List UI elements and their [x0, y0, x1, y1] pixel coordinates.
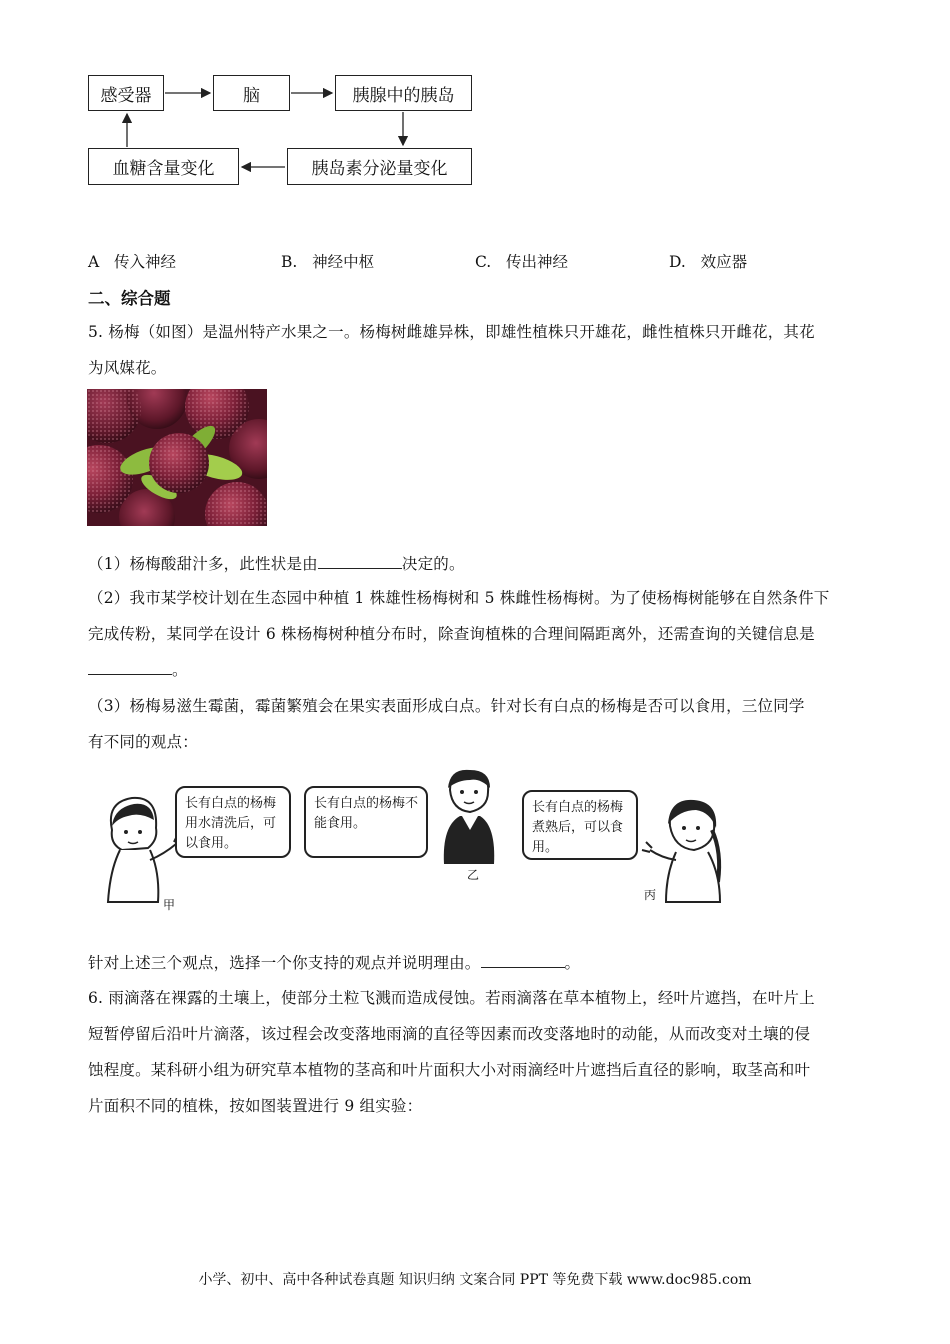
glucose-change-box: 血糖含量变化	[88, 148, 239, 185]
q5-conclusion-blank[interactable]	[481, 953, 565, 968]
islet-box: 胰腺中的胰岛	[335, 75, 472, 111]
bayberry-photo	[87, 389, 267, 526]
q5-sub3-line2: 有不同的观点：	[88, 733, 198, 751]
option-a-letter: A	[88, 253, 100, 271]
page-footer: 小学、初中、高中各种试卷真题 知识归纳 文案合同 PPT 等免费下载 www.doc985.com	[198, 1272, 752, 1288]
speech-bubble-yi: 长有白点的杨梅不能食用。	[304, 786, 428, 858]
q5-sub1	[88, 546, 864, 582]
q5-sub2-line2: 完成传粉，某同学在设计 6 株杨梅树种植分布时，除查询植株的合理间隔距离外，还需查询的关键信息是	[88, 625, 815, 643]
section-title: 二、综合题	[88, 289, 171, 308]
student-yi-label: 乙	[467, 868, 480, 882]
option-c-text: 传出神经	[506, 253, 569, 271]
option-a	[88, 250, 176, 272]
option-b	[281, 250, 374, 272]
q5-conclusion	[88, 945, 864, 981]
q5-sub2-line3	[88, 652, 864, 688]
q6-line2: 短暂停留后沿叶片滴落，该过程会改变落地雨滴的直径等因素而改变落地时的动能，从而改变对土壤的侵	[88, 1025, 811, 1043]
q5-sub1-prefix: （1）杨梅酸甜汁多，此性状是由	[88, 555, 318, 573]
student-jia-label: 甲	[163, 898, 176, 912]
q5-intro-line1: 5. 杨梅（如图）是温州特产水果之一。杨梅树雌雄异株，即雄性植株只开雄花，雌性植株只开雌花，其花	[88, 323, 815, 341]
option-c	[475, 250, 568, 272]
speech-bubble-jia: 长有白点的杨梅用水清洗后，可以食用。	[175, 786, 291, 858]
receptor-box: 感受器	[88, 75, 164, 111]
q5-sub3	[88, 688, 864, 760]
brain-box: 脑	[213, 75, 290, 111]
q6-text	[88, 980, 864, 1124]
option-b-text: 神经中枢	[312, 253, 375, 271]
q6-line3: 蚀程度。某科研小组为研究草本植物的茎高和叶片面积大小对雨滴经叶片遮挡后直径的影响，取茎高和叶	[88, 1061, 811, 1079]
student-bing-label: 丙	[644, 888, 657, 902]
option-c-letter: C.	[475, 253, 492, 271]
q5-sub2-blank[interactable]	[88, 660, 172, 675]
insulin-change-box: 胰岛素分泌量变化	[287, 148, 472, 185]
option-d	[669, 250, 747, 272]
option-a-text: 传入神经	[113, 253, 176, 271]
q5-sub1-suffix: 决定的。	[401, 555, 465, 573]
speech-bubble-bing: 长有白点的杨梅煮熟后，可以食用。	[522, 790, 638, 860]
q5-sub2	[88, 580, 864, 688]
student-yi-figure	[430, 768, 510, 868]
q5-sub2-suffix: 。	[172, 661, 188, 679]
q5-conclusion-prefix: 针对上述三个观点，选择一个你支持的观点并说明理由。	[88, 954, 481, 972]
q6-line1: 6. 雨滴落在裸露的土壤上，使部分土粒飞溅而造成侵蚀。若雨滴落在草本植物上，经叶片遮挡，在叶片上	[88, 989, 815, 1007]
q5-intro	[88, 314, 864, 386]
q5-sub2-line1: （2）我市某学校计划在生态园中种植 1 株雄性杨梅树和 5 株雌性杨梅树。为了使杨梅树能够在自然条件下	[88, 589, 830, 607]
flow-arrows	[0, 0, 500, 200]
q5-sub3-line1: （3）杨梅易滋生霉菌，霉菌繁殖会在果实表面形成白点。针对长有白点的杨梅是否可以食用，三位同学	[88, 697, 805, 715]
q5-intro-line2: 为风媒花。	[88, 359, 167, 377]
option-d-letter: D.	[669, 253, 686, 271]
option-b-letter: B.	[281, 253, 298, 271]
q5-sub1-blank[interactable]	[318, 554, 402, 569]
option-d-text: 效应器	[700, 253, 748, 271]
q5-conclusion-suffix: 。	[564, 954, 581, 972]
q6-line4: 片面积不同的植株，按如图装置进行 9 组实验：	[88, 1097, 423, 1115]
